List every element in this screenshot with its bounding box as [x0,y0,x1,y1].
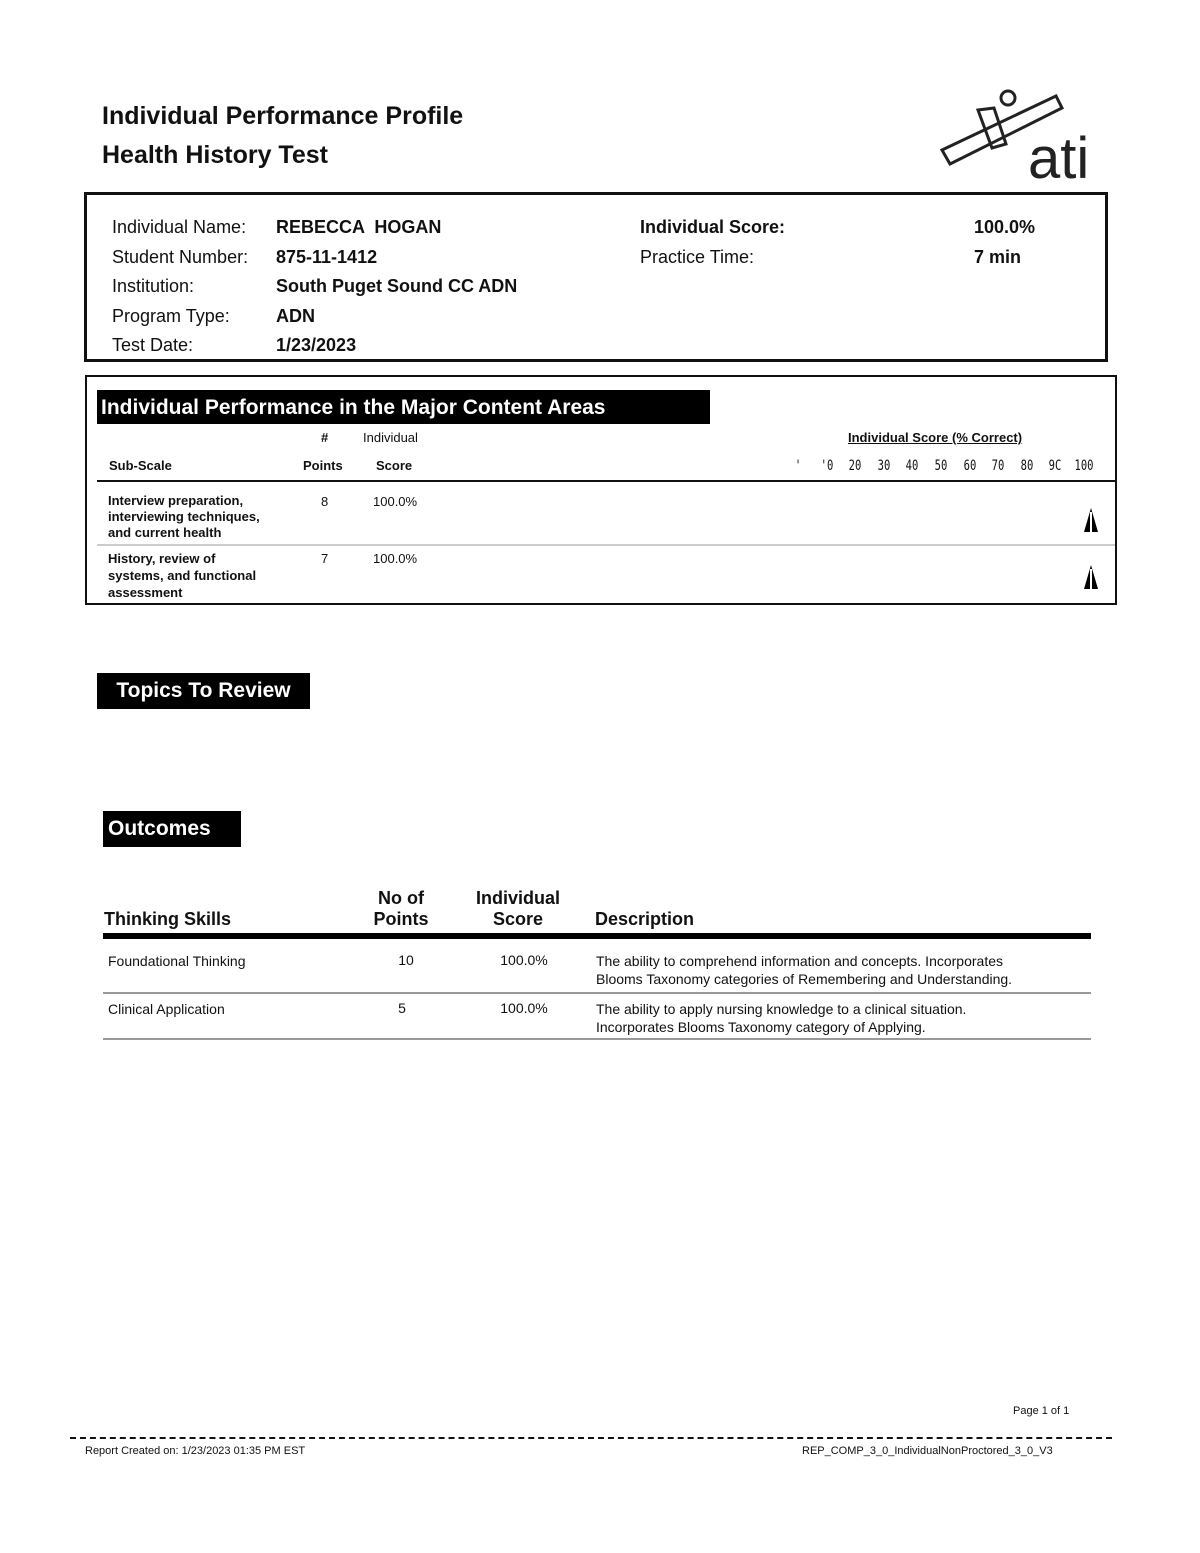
score-scale-tick: 50 [934,458,948,474]
test-date-value: 1/23/2023 [276,335,357,355]
score-scale-title: Individual Score (% Correct) [848,430,1023,445]
outcomes-row-divider [103,992,1091,994]
score-scale-tick: '0 [820,458,833,474]
subscale-row-2-label: History, review of systems, and functional assessment [108,551,257,600]
score-scale-tick: 20 [848,458,862,474]
outcome-row-1-skill: Foundational Thinking [108,953,246,969]
subscale-row-1-points: 8 [321,494,329,509]
ati-logo [936,86,1106,182]
page-number: Page 1 of 1 [1013,1405,1070,1417]
score-scale-tick: 100 [1074,458,1094,474]
outcomes-bottom-rule [103,1038,1091,1040]
student-number-label: Student Number: [112,247,249,267]
score-scale-tick: ' [794,458,802,474]
col-individual-score: Individual Score [475,888,560,929]
logo-text: ati [1028,126,1090,182]
report-title: Individual Performance Profile [102,102,464,130]
outcome-row-2-skill: Clinical Application [108,1001,225,1017]
test-name: Health History Test [102,141,328,169]
subscale-row-1-score-marker [1084,508,1098,532]
outcome-row-2-points: 5 [398,1000,406,1016]
col-score-header: Score [376,458,413,473]
report-created: Report Created on: 1/23/2023 01:35 PM EST [85,1445,306,1457]
test-date-label: Test Date: [112,335,194,355]
col-no-of-points: No of Points [373,888,429,929]
student-number-value: 875-11-1412 [276,247,378,267]
outcome-row-1-score: 100.0% [500,952,548,968]
col-subscale-header: Sub-Scale [109,458,172,473]
score-scale-tick: 30 [877,458,891,474]
report-id: REP_COMP_3_0_IndividualNonProctored_3_0_V3 [802,1445,1053,1457]
subscale-row-2-points: 7 [321,551,329,566]
practice-time-label: Practice Time: [640,247,755,267]
score-scale-tick: 60 [963,458,976,474]
header-divider [97,480,1115,482]
col-individual-header: Individual [363,430,418,445]
outcome-row-2-description: The ability to apply nursing knowledge to a clinical situation. Incorporates Blooms Taxonomy category of Applying. [596,1001,967,1035]
outcomes-heading: Outcomes [103,811,241,847]
outcomes-header-rule [103,933,1091,939]
content-areas-heading: Individual Performance in the Major Content Areas [97,390,710,424]
outcome-row-1-points: 10 [398,952,414,968]
col-points-header: Points [303,458,343,473]
outcome-row-1-description: The ability to comprehend information and concepts. Incorporates Blooms Taxonomy categories of Remembering and Understanding. [596,953,1013,987]
practice-time-value: 7 min [974,247,1022,267]
student-info-box [84,192,1108,362]
subscale-row-2-score-marker [1084,565,1098,589]
col-thinking-skills: Thinking Skills [104,909,232,929]
name-label: Individual Name: [112,217,247,237]
footer-dashed-line [70,1437,1112,1439]
institution-value: South Puget Sound CC ADN [276,276,518,296]
score-scale-tick: 9C [1049,458,1062,474]
topics-heading: Topics To Review [97,673,310,709]
program-type-value: ADN [276,306,315,326]
col-description: Description [595,909,695,929]
score-scale-tick: 80 [1020,458,1034,474]
program-type-label: Program Type: [112,306,230,326]
name-value: REBECCA HOGAN [276,217,442,237]
subscale-row-1-score: 100.0% [373,494,418,509]
row-divider [97,544,1115,546]
outcome-row-2-score: 100.0% [500,1000,548,1016]
subscale-row-2-score: 100.0% [373,551,418,566]
col-hash-header: # [321,430,329,445]
score-scale-tick: 40 [906,458,919,474]
subscale-row-1-label: Interview preparation, interviewing techniques, and current health [108,493,260,540]
score-label: Individual Score: [640,217,786,237]
score-scale-tick: 70 [991,458,1005,474]
institution-label: Institution: [112,276,195,296]
score-value: 100.0% [974,217,1036,237]
